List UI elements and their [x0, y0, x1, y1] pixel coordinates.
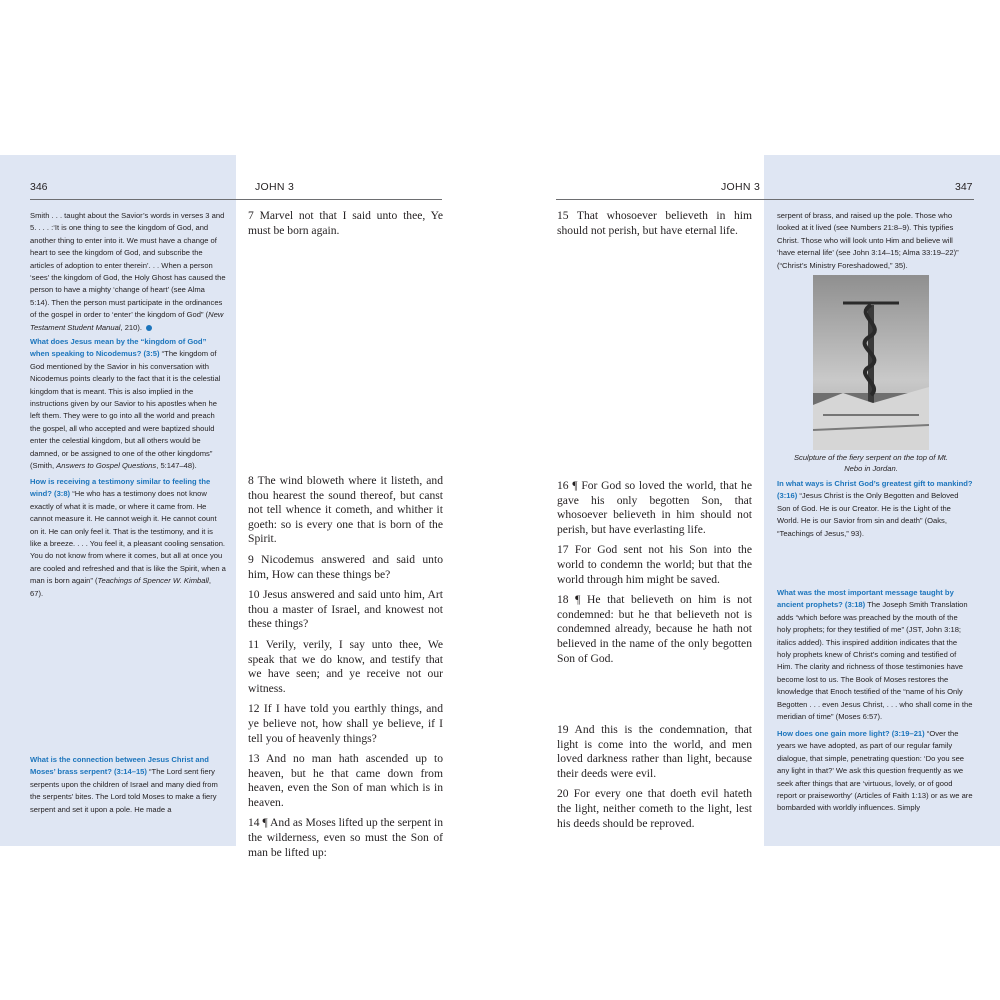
right-verses-middle — [557, 479, 752, 672]
note-question: What is the connection between Jesus Christ and Moses’ brass serpent? (3:14–15) — [30, 755, 209, 777]
right-verses-top — [557, 209, 752, 244]
verse: 11 Verily, verily, I say unto thee, We speak that we do know, and testify that we have seen; and ye receive not our witness. — [248, 637, 443, 695]
left-verses-top — [248, 209, 443, 244]
left-page-number: 346 — [30, 181, 48, 193]
verse: 17 For God sent not his Son into the world to condemn the world; but that the world through him might be saved. — [557, 543, 752, 586]
left-running-head: JOHN 3 — [255, 181, 295, 193]
note-tail: , 210). — [120, 322, 143, 332]
info-dot-icon — [146, 325, 152, 331]
verse: 16 ¶ For God so loved the world, that he gave his only begotten Son, that whosoever believeth in him should not perish, but have everlasting life. — [557, 479, 752, 536]
right-page-number: 347 — [955, 181, 973, 193]
verse: 14 ¶ And as Moses lifted up the serpent in the wilderness, even so must the Son of man be lifted up: — [248, 816, 443, 859]
left-note-2 — [30, 336, 226, 480]
verse: 10 Jesus answered and said unto him, Art thou a master of Israel, and knowest not these things? — [248, 588, 443, 631]
note-source: New Testament Student Manual — [30, 310, 224, 332]
left-note-1 — [30, 210, 226, 342]
right-note-2 — [777, 587, 973, 731]
fiery-serpent-photo — [813, 275, 929, 450]
right-note-1 — [777, 478, 973, 548]
note-question: How is receiving a testimony similar to feeling the wind? (3:8) — [30, 477, 211, 499]
verse: 7 Marvel not that I said unto thee, Ye must be born again. — [248, 209, 443, 237]
note-body: “Over the years we have adopted, as part of our regular family dialogue, that simple, penetrating question: ‘Do you see any light in that?’ We ask this question frequently as we seek after things that are ‘virtuous, lovely, or of good report or praiseworthy’ (Articles of Faith 1:13) or as we are bombarded with worldly influences. Simply — [777, 729, 973, 813]
note-body: “Jesus Christ is the Only Begotten and Beloved Son of God. He is our Creator. He is the Light of the World. He is our Savior from sin and death” (Oaks, “Teachings of Jesus,” 93). — [777, 491, 959, 538]
photo-caption: Sculpture of the fiery serpent on the top of Mt. Nebo in Jordan. — [793, 453, 949, 473]
verse: 8 The wind bloweth where it listeth, and thou hearest the sound thereof, but canst not tell whence it cometh, and whither it goeth: so is every one that is born of the Spirit. — [248, 474, 443, 546]
note-question: How does one gain more light? (3:19–21) — [777, 729, 925, 738]
note-body: serpent of brass, and raised up the pole. Those who looked at it lived (see Numbers 21:8–9). This typifies Christ. Those who will look unto Him and believe will ‘have eternal life’ (see John 3:14–15; Alma 33:19–22)” (“Christ’s Ministry Foreshadowed,” 35). — [777, 211, 959, 270]
right-verses-bottom — [557, 723, 752, 837]
note-source: Answers to Gospel Questions — [56, 461, 157, 471]
note-source: Teachings of Spencer W. Kimball — [97, 576, 209, 586]
verse: 18 ¶ He that believeth on him is not condemned: but he that believeth not is condemned already, because he hath not believed in the name of the only begotten Son of God. — [557, 593, 752, 665]
verse: 20 For every one that doeth evil hateth the light, neither cometh to the light, lest his deeds should be reproved. — [557, 787, 752, 830]
note-question: In what ways is Christ God’s greatest gift to mankind? (3:16) — [777, 479, 973, 501]
note-body: “The Lord sent fiery serpents upon the children of Israel and many died from the serpents’ bites. The Lord told Moses to make a fiery serpent and set it upon a pole. He made a — [30, 767, 218, 814]
left-header-rule — [30, 199, 442, 200]
right-running-head: JOHN 3 — [721, 181, 761, 193]
note-tail: , 5:147–48). — [156, 461, 197, 471]
serpent-sculpture-image — [813, 275, 929, 450]
left-verses-bottom — [248, 474, 443, 866]
left-note-3 — [30, 476, 226, 608]
verse: 19 And this is the condemnation, that light is come into the world, and men loved darkness rather than light, because their deeds were evil. — [557, 723, 752, 780]
verse: 13 And no man hath ascended up to heaven, but he that came down from heaven, even the Son of man which is in heaven. — [248, 752, 443, 809]
note-body: “The kingdom of God mentioned by the Savior in his conversation with Nicodemus points clearly to the fact that it is the celestial kingdom that is meant. This is also implied in the instructions given by our Savior to his apostles when he left them. They were to go into all the world and preach the gospel, all who accepted and were baptized should enter the celestial kingdom, but all others would be damned, or be assigned to one of the other kingdoms” (Smith, — [30, 349, 221, 471]
verse: 9 Nicodemus answered and said unto him, How can these things be? — [248, 552, 443, 581]
verse: 15 That whosoever believeth in him should not perish, but have eternal life. — [557, 209, 752, 237]
note-body: The Joseph Smith Translation adds “which before was preached by the mouth of the holy prophets; for they testified of me” (JST, John 3:18; italics added). This inspired addition indicates that the holy prophets knew of Christ’s coming and testified of Him. The clarity and richness of those testimonies have become lost to us. The Book of Moses restores the knowledge that Enoch testified of the “name of his Only Begotten . . . even Jesus Christ, . . . who shall come in the meridian of time” (Moses 6:57). — [777, 600, 973, 722]
right-note-3 — [777, 728, 973, 823]
right-header-rule — [556, 199, 974, 200]
note-question: What was the most important message taught by ancient prophets? (3:18) — [777, 588, 954, 610]
note-question: What does Jesus mean by the “kingdom of God” when speaking to Nicodemus? (3:5) — [30, 337, 207, 359]
left-note-4 — [30, 754, 226, 824]
verse: 12 If I have told you earthly things, and ye believe not, how shall ye believe, if I tell you of heavenly things? — [248, 702, 443, 745]
note-body: Smith . . . taught about the Savior’s words in verses 3 and 5. . . . :‘It is one thing to see the kingdom of God, and another thing to enter into it. We must have a change of heart to see the kingdom of God, and subscribe the articles of adoption to enter therein’. . . When a person ‘sees’ the kingdom of God, the Holy Ghost has caused the person to have a mighty ‘change of heart’ (see Alma 5:14). Then the person must participate in the ordinances of the gospel in order to ‘enter’ the kingdom of God” ( — [30, 211, 226, 320]
note-tail: , 67). — [30, 576, 211, 598]
right-note-continuation — [777, 210, 973, 280]
note-body: “He who has a testimony does not know exactly of what it is made, or where it came from. He cannot measure it. He cannot weigh it. He cannot count on it. He can only feel it. That is the testimony, and it is like a breeze. . . . You feel it, a pleasant cooling sensation. You do not know from where it comes, but all at once you are cooled and refreshed and that is like the Spirit, when a man is born again” ( — [30, 489, 226, 586]
